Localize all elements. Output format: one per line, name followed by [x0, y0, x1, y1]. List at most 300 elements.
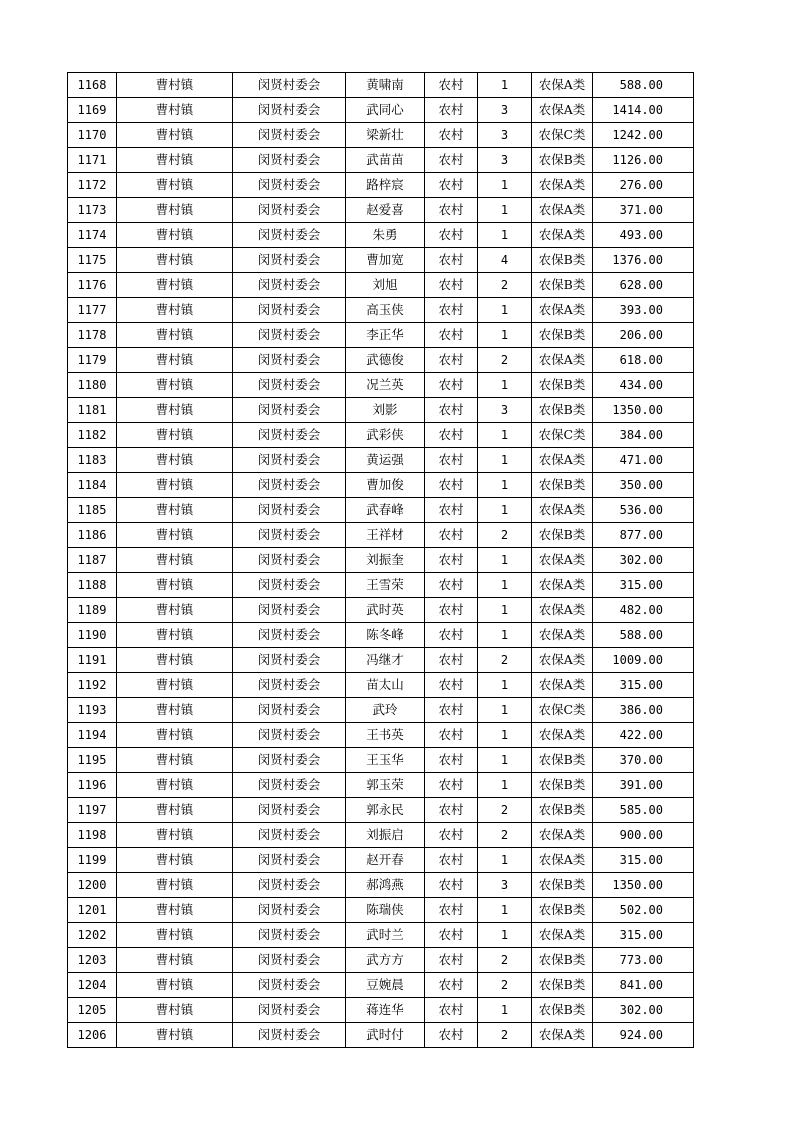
village-committee-cell: 闵贤村委会	[233, 698, 346, 723]
row-number: 1197	[68, 798, 117, 823]
town-cell: 曹村镇	[117, 1023, 233, 1048]
town-cell: 曹村镇	[117, 373, 233, 398]
area-type-cell: 农村	[425, 673, 478, 698]
household-count-cell: 1	[478, 848, 532, 873]
amount-cell: 302.00	[593, 998, 694, 1023]
area-type-cell: 农村	[425, 323, 478, 348]
table-row	[68, 498, 694, 523]
person-name-cell: 武玲	[346, 698, 425, 723]
insurance-category-cell: 农保B类	[532, 973, 593, 998]
area-type-cell: 农村	[425, 1023, 478, 1048]
table-row	[68, 823, 694, 848]
row-number: 1201	[68, 898, 117, 923]
village-committee-cell: 闵贤村委会	[233, 198, 346, 223]
row-number: 1188	[68, 573, 117, 598]
person-name-cell: 刘旭	[346, 273, 425, 298]
table-row	[68, 373, 694, 398]
amount-cell: 206.00	[593, 323, 694, 348]
insurance-category-cell: 农保A类	[532, 623, 593, 648]
town-cell: 曹村镇	[117, 998, 233, 1023]
table-row	[68, 98, 694, 123]
insurance-category-cell: 农保A类	[532, 573, 593, 598]
insurance-category-cell: 农保B类	[532, 373, 593, 398]
row-number: 1192	[68, 673, 117, 698]
table-row	[68, 123, 694, 148]
village-committee-cell: 闵贤村委会	[233, 473, 346, 498]
area-type-cell: 农村	[425, 823, 478, 848]
area-type-cell: 农村	[425, 848, 478, 873]
area-type-cell: 农村	[425, 498, 478, 523]
area-type-cell: 农村	[425, 923, 478, 948]
table-row	[68, 748, 694, 773]
area-type-cell: 农村	[425, 648, 478, 673]
village-committee-cell: 闵贤村委会	[233, 1023, 346, 1048]
person-name-cell: 刘振启	[346, 823, 425, 848]
village-committee-cell: 闵贤村委会	[233, 998, 346, 1023]
person-name-cell: 郭玉荣	[346, 773, 425, 798]
table-row	[68, 223, 694, 248]
amount-cell: 588.00	[593, 73, 694, 98]
insurance-category-cell: 农保B类	[532, 798, 593, 823]
town-cell: 曹村镇	[117, 748, 233, 773]
row-number: 1178	[68, 323, 117, 348]
area-type-cell: 农村	[425, 148, 478, 173]
row-number: 1198	[68, 823, 117, 848]
village-committee-cell: 闵贤村委会	[233, 398, 346, 423]
table-row	[68, 273, 694, 298]
insurance-category-cell: 农保B类	[532, 948, 593, 973]
town-cell: 曹村镇	[117, 798, 233, 823]
town-cell: 曹村镇	[117, 548, 233, 573]
amount-cell: 1350.00	[593, 873, 694, 898]
village-committee-cell: 闵贤村委会	[233, 973, 346, 998]
town-cell: 曹村镇	[117, 873, 233, 898]
amount-cell: 391.00	[593, 773, 694, 798]
person-name-cell: 武彩侠	[346, 423, 425, 448]
person-name-cell: 冯继才	[346, 648, 425, 673]
town-cell: 曹村镇	[117, 773, 233, 798]
table-row	[68, 298, 694, 323]
insurance-category-cell: 农保B类	[532, 248, 593, 273]
amount-cell: 773.00	[593, 948, 694, 973]
row-number: 1187	[68, 548, 117, 573]
table-row	[68, 673, 694, 698]
village-committee-cell: 闵贤村委会	[233, 148, 346, 173]
amount-cell: 276.00	[593, 173, 694, 198]
area-type-cell: 农村	[425, 598, 478, 623]
town-cell: 曹村镇	[117, 723, 233, 748]
amount-cell: 1350.00	[593, 398, 694, 423]
row-number: 1203	[68, 948, 117, 973]
row-number: 1193	[68, 698, 117, 723]
insurance-category-cell: 农保A类	[532, 823, 593, 848]
amount-cell: 384.00	[593, 423, 694, 448]
area-type-cell: 农村	[425, 248, 478, 273]
village-committee-cell: 闵贤村委会	[233, 498, 346, 523]
amount-cell: 1242.00	[593, 123, 694, 148]
amount-cell: 585.00	[593, 798, 694, 823]
table-row	[68, 248, 694, 273]
village-committee-cell: 闵贤村委会	[233, 948, 346, 973]
amount-cell: 924.00	[593, 1023, 694, 1048]
village-committee-cell: 闵贤村委会	[233, 823, 346, 848]
household-count-cell: 1	[478, 448, 532, 473]
household-count-cell: 1	[478, 623, 532, 648]
row-number: 1202	[68, 923, 117, 948]
table-row	[68, 698, 694, 723]
area-type-cell: 农村	[425, 873, 478, 898]
amount-cell: 588.00	[593, 623, 694, 648]
row-number: 1181	[68, 398, 117, 423]
town-cell: 曹村镇	[117, 348, 233, 373]
town-cell: 曹村镇	[117, 148, 233, 173]
row-number: 1172	[68, 173, 117, 198]
area-type-cell: 农村	[425, 423, 478, 448]
row-number: 1184	[68, 473, 117, 498]
household-count-cell: 2	[478, 348, 532, 373]
amount-cell: 315.00	[593, 848, 694, 873]
person-name-cell: 王祥材	[346, 523, 425, 548]
amount-cell: 422.00	[593, 723, 694, 748]
household-count-cell: 1	[478, 298, 532, 323]
row-number: 1189	[68, 598, 117, 623]
household-count-cell: 1	[478, 573, 532, 598]
town-cell: 曹村镇	[117, 823, 233, 848]
table-row	[68, 898, 694, 923]
village-committee-cell: 闵贤村委会	[233, 848, 346, 873]
row-number: 1194	[68, 723, 117, 748]
insurance-category-cell: 农保A类	[532, 448, 593, 473]
village-committee-cell: 闵贤村委会	[233, 623, 346, 648]
row-number: 1179	[68, 348, 117, 373]
household-count-cell: 3	[478, 98, 532, 123]
village-committee-cell: 闵贤村委会	[233, 898, 346, 923]
insurance-category-cell: 农保A类	[532, 848, 593, 873]
household-count-cell: 4	[478, 248, 532, 273]
person-name-cell: 陈瑞侠	[346, 898, 425, 923]
village-committee-cell: 闵贤村委会	[233, 748, 346, 773]
area-type-cell: 农村	[425, 373, 478, 398]
village-committee-cell: 闵贤村委会	[233, 348, 346, 373]
area-type-cell: 农村	[425, 273, 478, 298]
household-count-cell: 2	[478, 523, 532, 548]
insurance-category-cell: 农保A类	[532, 348, 593, 373]
area-type-cell: 农村	[425, 973, 478, 998]
village-committee-cell: 闵贤村委会	[233, 248, 346, 273]
insurance-category-cell: 农保C类	[532, 123, 593, 148]
row-number: 1206	[68, 1023, 117, 1048]
person-name-cell: 陈冬峰	[346, 623, 425, 648]
insurance-category-cell: 农保B类	[532, 998, 593, 1023]
town-cell: 曹村镇	[117, 323, 233, 348]
row-number: 1204	[68, 973, 117, 998]
town-cell: 曹村镇	[117, 573, 233, 598]
household-count-cell: 1	[478, 923, 532, 948]
amount-cell: 628.00	[593, 273, 694, 298]
row-number: 1177	[68, 298, 117, 323]
row-number: 1195	[68, 748, 117, 773]
row-number: 1185	[68, 498, 117, 523]
insurance-category-cell: 农保B类	[532, 523, 593, 548]
row-number: 1175	[68, 248, 117, 273]
insurance-category-cell: 农保A类	[532, 673, 593, 698]
area-type-cell: 农村	[425, 998, 478, 1023]
town-cell: 曹村镇	[117, 298, 233, 323]
insurance-category-cell: 农保A类	[532, 548, 593, 573]
table-row	[68, 173, 694, 198]
area-type-cell: 农村	[425, 798, 478, 823]
insurance-category-cell: 农保C类	[532, 698, 593, 723]
town-cell: 曹村镇	[117, 923, 233, 948]
household-count-cell: 2	[478, 648, 532, 673]
area-type-cell: 农村	[425, 773, 478, 798]
village-committee-cell: 闵贤村委会	[233, 773, 346, 798]
table-row	[68, 598, 694, 623]
insurance-category-cell: 农保B类	[532, 273, 593, 298]
village-committee-cell: 闵贤村委会	[233, 173, 346, 198]
table-row	[68, 798, 694, 823]
table-row	[68, 348, 694, 373]
table-row	[68, 573, 694, 598]
table-row	[68, 523, 694, 548]
table-row	[68, 773, 694, 798]
town-cell: 曹村镇	[117, 523, 233, 548]
row-number: 1169	[68, 98, 117, 123]
person-name-cell: 况兰英	[346, 373, 425, 398]
amount-cell: 502.00	[593, 898, 694, 923]
amount-cell: 393.00	[593, 298, 694, 323]
household-count-cell: 1	[478, 373, 532, 398]
area-type-cell: 农村	[425, 398, 478, 423]
table-row	[68, 1023, 694, 1048]
person-name-cell: 苗太山	[346, 673, 425, 698]
person-name-cell: 刘振奎	[346, 548, 425, 573]
amount-cell: 471.00	[593, 448, 694, 473]
person-name-cell: 武德俊	[346, 348, 425, 373]
insurance-category-cell: 农保A类	[532, 173, 593, 198]
row-number: 1191	[68, 648, 117, 673]
row-number: 1173	[68, 198, 117, 223]
area-type-cell: 农村	[425, 173, 478, 198]
village-committee-cell: 闵贤村委会	[233, 123, 346, 148]
person-name-cell: 梁新壮	[346, 123, 425, 148]
village-committee-cell: 闵贤村委会	[233, 298, 346, 323]
table-row	[68, 323, 694, 348]
amount-cell: 1126.00	[593, 148, 694, 173]
household-count-cell: 1	[478, 173, 532, 198]
person-name-cell: 曹加俊	[346, 473, 425, 498]
household-count-cell: 1	[478, 223, 532, 248]
village-committee-cell: 闵贤村委会	[233, 373, 346, 398]
area-type-cell: 农村	[425, 123, 478, 148]
town-cell: 曹村镇	[117, 498, 233, 523]
roster-table	[67, 72, 694, 1048]
table-row	[68, 623, 694, 648]
area-type-cell: 农村	[425, 298, 478, 323]
amount-cell: 371.00	[593, 198, 694, 223]
insurance-category-cell: 农保C类	[532, 423, 593, 448]
town-cell: 曹村镇	[117, 948, 233, 973]
town-cell: 曹村镇	[117, 598, 233, 623]
area-type-cell: 农村	[425, 98, 478, 123]
town-cell: 曹村镇	[117, 898, 233, 923]
person-name-cell: 武时兰	[346, 923, 425, 948]
table-row	[68, 198, 694, 223]
area-type-cell: 农村	[425, 73, 478, 98]
insurance-category-cell: 农保A类	[532, 598, 593, 623]
area-type-cell: 农村	[425, 698, 478, 723]
person-name-cell: 武春峰	[346, 498, 425, 523]
amount-cell: 1414.00	[593, 98, 694, 123]
village-committee-cell: 闵贤村委会	[233, 273, 346, 298]
amount-cell: 877.00	[593, 523, 694, 548]
village-committee-cell: 闵贤村委会	[233, 923, 346, 948]
village-committee-cell: 闵贤村委会	[233, 448, 346, 473]
insurance-category-cell: 农保B类	[532, 748, 593, 773]
table-row	[68, 973, 694, 998]
town-cell: 曹村镇	[117, 698, 233, 723]
amount-cell: 482.00	[593, 598, 694, 623]
insurance-category-cell: 农保A类	[532, 1023, 593, 1048]
area-type-cell: 农村	[425, 573, 478, 598]
household-count-cell: 1	[478, 723, 532, 748]
amount-cell: 1009.00	[593, 648, 694, 673]
insurance-category-cell: 农保A类	[532, 923, 593, 948]
table-row	[68, 548, 694, 573]
household-count-cell: 1	[478, 598, 532, 623]
table-row	[68, 723, 694, 748]
village-committee-cell: 闵贤村委会	[233, 648, 346, 673]
household-count-cell: 3	[478, 398, 532, 423]
household-count-cell: 2	[478, 823, 532, 848]
village-committee-cell: 闵贤村委会	[233, 598, 346, 623]
person-name-cell: 武时付	[346, 1023, 425, 1048]
person-name-cell: 路梓宸	[346, 173, 425, 198]
insurance-category-cell: 农保B类	[532, 148, 593, 173]
row-number: 1199	[68, 848, 117, 873]
table-row	[68, 473, 694, 498]
person-name-cell: 武方方	[346, 948, 425, 973]
person-name-cell: 郝鸿燕	[346, 873, 425, 898]
row-number: 1174	[68, 223, 117, 248]
area-type-cell: 农村	[425, 548, 478, 573]
person-name-cell: 黄运强	[346, 448, 425, 473]
insurance-category-cell: 农保A类	[532, 73, 593, 98]
village-committee-cell: 闵贤村委会	[233, 673, 346, 698]
table-row	[68, 148, 694, 173]
area-type-cell: 农村	[425, 948, 478, 973]
person-name-cell: 王玉华	[346, 748, 425, 773]
town-cell: 曹村镇	[117, 448, 233, 473]
village-committee-cell: 闵贤村委会	[233, 323, 346, 348]
table-row	[68, 398, 694, 423]
town-cell: 曹村镇	[117, 423, 233, 448]
person-name-cell: 王雪荣	[346, 573, 425, 598]
person-name-cell: 李正华	[346, 323, 425, 348]
row-number: 1182	[68, 423, 117, 448]
table-row	[68, 848, 694, 873]
village-committee-cell: 闵贤村委会	[233, 223, 346, 248]
household-count-cell: 1	[478, 773, 532, 798]
town-cell: 曹村镇	[117, 673, 233, 698]
household-count-cell: 1	[478, 473, 532, 498]
town-cell: 曹村镇	[117, 623, 233, 648]
household-count-cell: 2	[478, 948, 532, 973]
person-name-cell: 刘影	[346, 398, 425, 423]
table-row	[68, 873, 694, 898]
area-type-cell: 农村	[425, 723, 478, 748]
insurance-category-cell: 农保B类	[532, 398, 593, 423]
person-name-cell: 曹加宽	[346, 248, 425, 273]
insurance-category-cell: 农保A类	[532, 648, 593, 673]
row-number: 1168	[68, 73, 117, 98]
household-count-cell: 3	[478, 873, 532, 898]
table-row	[68, 923, 694, 948]
amount-cell: 618.00	[593, 348, 694, 373]
household-count-cell: 2	[478, 798, 532, 823]
village-committee-cell: 闵贤村委会	[233, 873, 346, 898]
row-number: 1200	[68, 873, 117, 898]
person-name-cell: 郭永民	[346, 798, 425, 823]
insurance-category-cell: 农保B类	[532, 898, 593, 923]
town-cell: 曹村镇	[117, 473, 233, 498]
amount-cell: 315.00	[593, 573, 694, 598]
household-count-cell: 1	[478, 748, 532, 773]
household-count-cell: 1	[478, 698, 532, 723]
person-name-cell: 赵开春	[346, 848, 425, 873]
village-committee-cell: 闵贤村委会	[233, 573, 346, 598]
insurance-category-cell: 农保B类	[532, 773, 593, 798]
amount-cell: 315.00	[593, 923, 694, 948]
insurance-category-cell: 农保A类	[532, 98, 593, 123]
insurance-category-cell: 农保B类	[532, 473, 593, 498]
person-name-cell: 王书英	[346, 723, 425, 748]
amount-cell: 315.00	[593, 673, 694, 698]
area-type-cell: 农村	[425, 748, 478, 773]
amount-cell: 536.00	[593, 498, 694, 523]
town-cell: 曹村镇	[117, 398, 233, 423]
amount-cell: 900.00	[593, 823, 694, 848]
household-count-cell: 3	[478, 148, 532, 173]
village-committee-cell: 闵贤村委会	[233, 423, 346, 448]
amount-cell: 386.00	[593, 698, 694, 723]
table-row	[68, 648, 694, 673]
village-committee-cell: 闵贤村委会	[233, 523, 346, 548]
household-count-cell: 3	[478, 123, 532, 148]
row-number: 1171	[68, 148, 117, 173]
amount-cell: 370.00	[593, 748, 694, 773]
area-type-cell: 农村	[425, 523, 478, 548]
amount-cell: 434.00	[593, 373, 694, 398]
town-cell: 曹村镇	[117, 248, 233, 273]
household-count-cell: 1	[478, 673, 532, 698]
insurance-category-cell: 农保B类	[532, 873, 593, 898]
village-committee-cell: 闵贤村委会	[233, 723, 346, 748]
row-number: 1183	[68, 448, 117, 473]
town-cell: 曹村镇	[117, 98, 233, 123]
town-cell: 曹村镇	[117, 223, 233, 248]
village-committee-cell: 闵贤村委会	[233, 98, 346, 123]
household-count-cell: 2	[478, 973, 532, 998]
area-type-cell: 农村	[425, 473, 478, 498]
table-row	[68, 423, 694, 448]
village-committee-cell: 闵贤村委会	[233, 548, 346, 573]
household-count-cell: 1	[478, 323, 532, 348]
person-name-cell: 豆婉晨	[346, 973, 425, 998]
amount-cell: 302.00	[593, 548, 694, 573]
insurance-category-cell: 农保A类	[532, 298, 593, 323]
amount-cell: 493.00	[593, 223, 694, 248]
